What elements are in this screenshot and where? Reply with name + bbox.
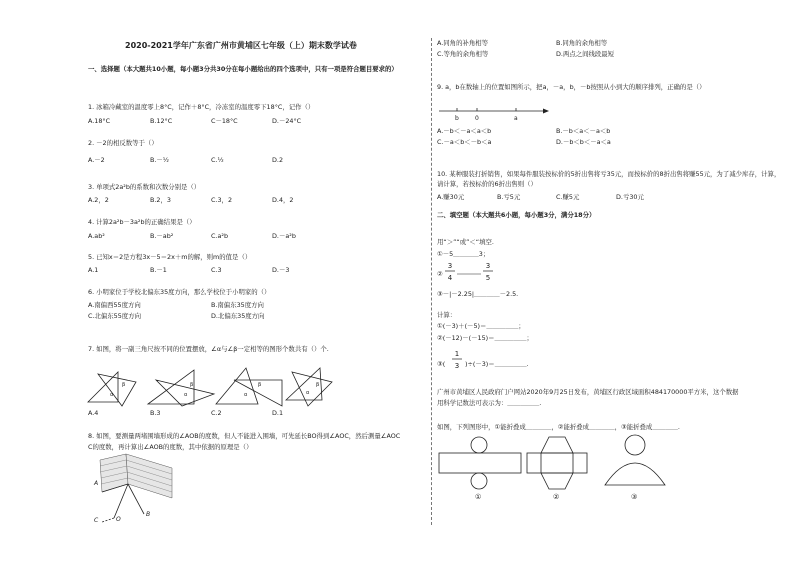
q10-line1: 10. 某种服装打折销售，如果每件服装按标价的5折出售将亏35元，而按标价的8折出售将赚55元，为了减少库存，计算， [437,170,781,178]
q7-option-a: A.4 [88,409,99,417]
q9-option-b: B.－b＜a＜－a＜b [556,127,611,135]
q14-label-1: ① [475,493,482,501]
q8-option-a: A.同角的补角相等 [437,39,489,47]
q14-text: 如图，下列图形中，①能折叠成＿＿＿＿，②能折叠成＿＿＿＿，③能折叠成＿＿＿＿. [437,423,680,431]
q8-option-b: B.同角的余角相等 [556,39,608,47]
q6-option-a: A.南偏西55度方向 [88,301,141,309]
q2-option-b: B.－½ [150,156,170,164]
q1-option-c: C－18°C [211,117,238,125]
q12-item-3-fraction [450,347,464,373]
q7-beta-label-3: β [258,382,262,388]
q1-option-b: B.12°C [150,117,173,125]
q11-frac1-denominator: 4 [447,274,453,282]
q4-option-c: C.a²b [211,232,229,240]
q8-label-a: A [94,480,99,487]
q3-text: 3. 单项式2a²b的系数和次数分别是（） [88,183,201,191]
q7-alpha-label-4: α [306,390,310,396]
q11-frac2-numerator: 3 [485,262,491,270]
q7-alpha-label-1: α [110,392,114,398]
q4-option-a: A.ab² [88,232,105,240]
q14-nets-figure [437,433,727,505]
q13-line1: 广州市黄埔区人民政府门户网站2020年9月25日发布，黄埔区行政区域面积484170000平方米，这个数据 [437,388,739,396]
q7-option-d: D.1 [272,409,284,417]
q2-option-d: D.2 [272,156,284,164]
q14-label-2: ② [553,493,560,501]
q9-option-d: D.－b＜b＜－a＜a [556,138,611,146]
q7-beta-label-1: β [122,382,126,388]
q4-option-b: B.－ab² [150,232,174,240]
q7-option-b: B.3 [150,409,161,417]
q8-option-c: C.等角的余角相等 [437,50,489,58]
q5-option-b: B.－1 [150,266,167,274]
page-title: 2020-2021学年广东省广州市黄埔区七年级（上）期末数学试卷 [125,41,357,50]
q9-option-a: A.－b＜－a＜a＜b [437,127,492,135]
q9-tick-b: b [455,115,459,122]
q9-option-c: C.－a＜b＜－b＜a [437,138,492,146]
q8-line1: 8. 如图，要测量两堵围墙形成的∠AOB的度数，但人不能进入围墙，可先延长BO得到∠AOC，然后测量∠AOC [88,432,401,440]
q7-beta-label-2: β [190,382,194,388]
q9-tick-0: 0 [475,115,479,122]
q10-option-a: A.赚30元 [437,193,465,201]
q11-frac2-denominator: 5 [485,274,491,282]
q5-text: 5. 已知x＝2是方程3x－5＝2x＋m的解，则m的值是（） [88,253,252,261]
q2-text: 2. －2的相反数等于（） [88,139,158,147]
q3-option-c: C.3，2 [211,196,233,204]
q11-item-1: ①－5＿＿＿＿3； [437,250,490,258]
q10-option-b: B.亏5元 [497,193,521,201]
q5-option-a: A.1 [88,266,99,274]
q8-wall-figure [88,452,198,524]
q6-option-c: C.北偏东55度方向 [88,312,141,320]
q14-label-3: ③ [631,493,638,501]
q8-label-c: C [94,517,99,524]
q7-text: 7. 如图，将一副三角尺按不同的位置摆放，∠α与∠β一定相等的图形个数共有（）个. [88,345,329,353]
q4-option-d: D.－a²b [272,232,296,240]
q11-frac1-numerator: 3 [447,262,453,270]
q13-line2: 用科学记数法可表示为：＿＿＿＿＿. [437,399,542,407]
q3-option-b: B.2，3 [150,196,171,204]
q12-item-3-tail: ÷(－3)＝＿＿＿＿＿. [467,360,529,368]
q10-option-d: D.亏30元 [616,193,644,201]
q5-option-d: D.－3 [272,266,290,274]
q7-option-c: C.2 [211,409,222,417]
q1-option-a: A.18°C [88,117,111,125]
q7-alpha-label-2: α [184,392,188,398]
q6-text: 6. 小明家位于学校北偏东35度方向，那么学校位于小明家的（） [88,288,271,296]
q9-text: 9. a，b在数轴上的位置如图所示，把a，－a，b，－b按照从小到大的顺序排列，正确的是（） [437,83,706,91]
q12-frac-denominator: 3 [454,362,460,370]
q12-item-3-prefix: ③( [437,360,446,368]
q11-intro: 用“＞”“或”＜“填空. [437,238,494,246]
q3-option-a: A.2，2 [88,196,109,204]
q9-number-line-figure [437,104,552,126]
q4-text: 4. 计算2a²b－3a²b的正确结果是（） [88,218,196,226]
section1-heading: 一、选择题（本大题共10小题，每小题3分共30分在每小题给出的四个选项中，只有一项是符合题目要求的） [88,65,398,73]
q12-item-1: ①(－3)＋(－5)＝＿＿＿＿＿； [437,322,525,330]
q7-triangle-rulers-figure [86,362,346,408]
q8-line2: C的度数，再计算出∠AOB的度数，其中依据的原理是（） [88,443,253,451]
q10-option-c: C.赚5元 [556,193,580,201]
q10-line2: 请计算，若按标价的6折出售则（） [437,180,537,188]
q6-option-d: D.北偏东35度方向 [211,312,265,320]
q12-intro: 计算： [437,311,457,319]
q12-item-3: )÷(－3)＝＿＿＿＿＿. [465,360,529,368]
column-divider [431,38,432,525]
q2-option-a: A.－2 [88,156,105,164]
q11-item-3: ③－|－2.25|＿＿＿＿－2.5. [437,290,519,298]
q2-option-c: C.½ [211,156,224,164]
q7-beta-label-4: β [316,382,320,388]
q1-text: 1. 冰箱冷藏室的温度零上8°C，记作＋8°C，冷冻室的温度零下18°C，记作（） [88,103,315,111]
q6-option-b: B.南偏东35度方向 [211,301,264,309]
q9-tick-a: a [514,115,518,122]
q12-item-2: ②(－12)－(－15)＝＿＿＿＿＿； [437,334,533,342]
q5-option-c: C.3 [211,266,222,274]
section2-heading: 二、填空题（本大题共6小题，每小题3分，满分18分） [437,211,596,219]
q8-option-d: D.两点之间线段最短 [556,50,615,58]
q11-item-2-fractions [444,260,504,286]
q1-option-d: D.－24°C [272,117,302,125]
q11-item-2-prefix: ② [437,270,443,278]
q12-frac-numerator: 1 [454,350,460,358]
q7-alpha-label-3: α [244,392,248,398]
q3-option-d: D.4，2 [272,196,294,204]
q8-label-o: O [116,516,121,523]
q8-label-b: B [146,511,151,518]
